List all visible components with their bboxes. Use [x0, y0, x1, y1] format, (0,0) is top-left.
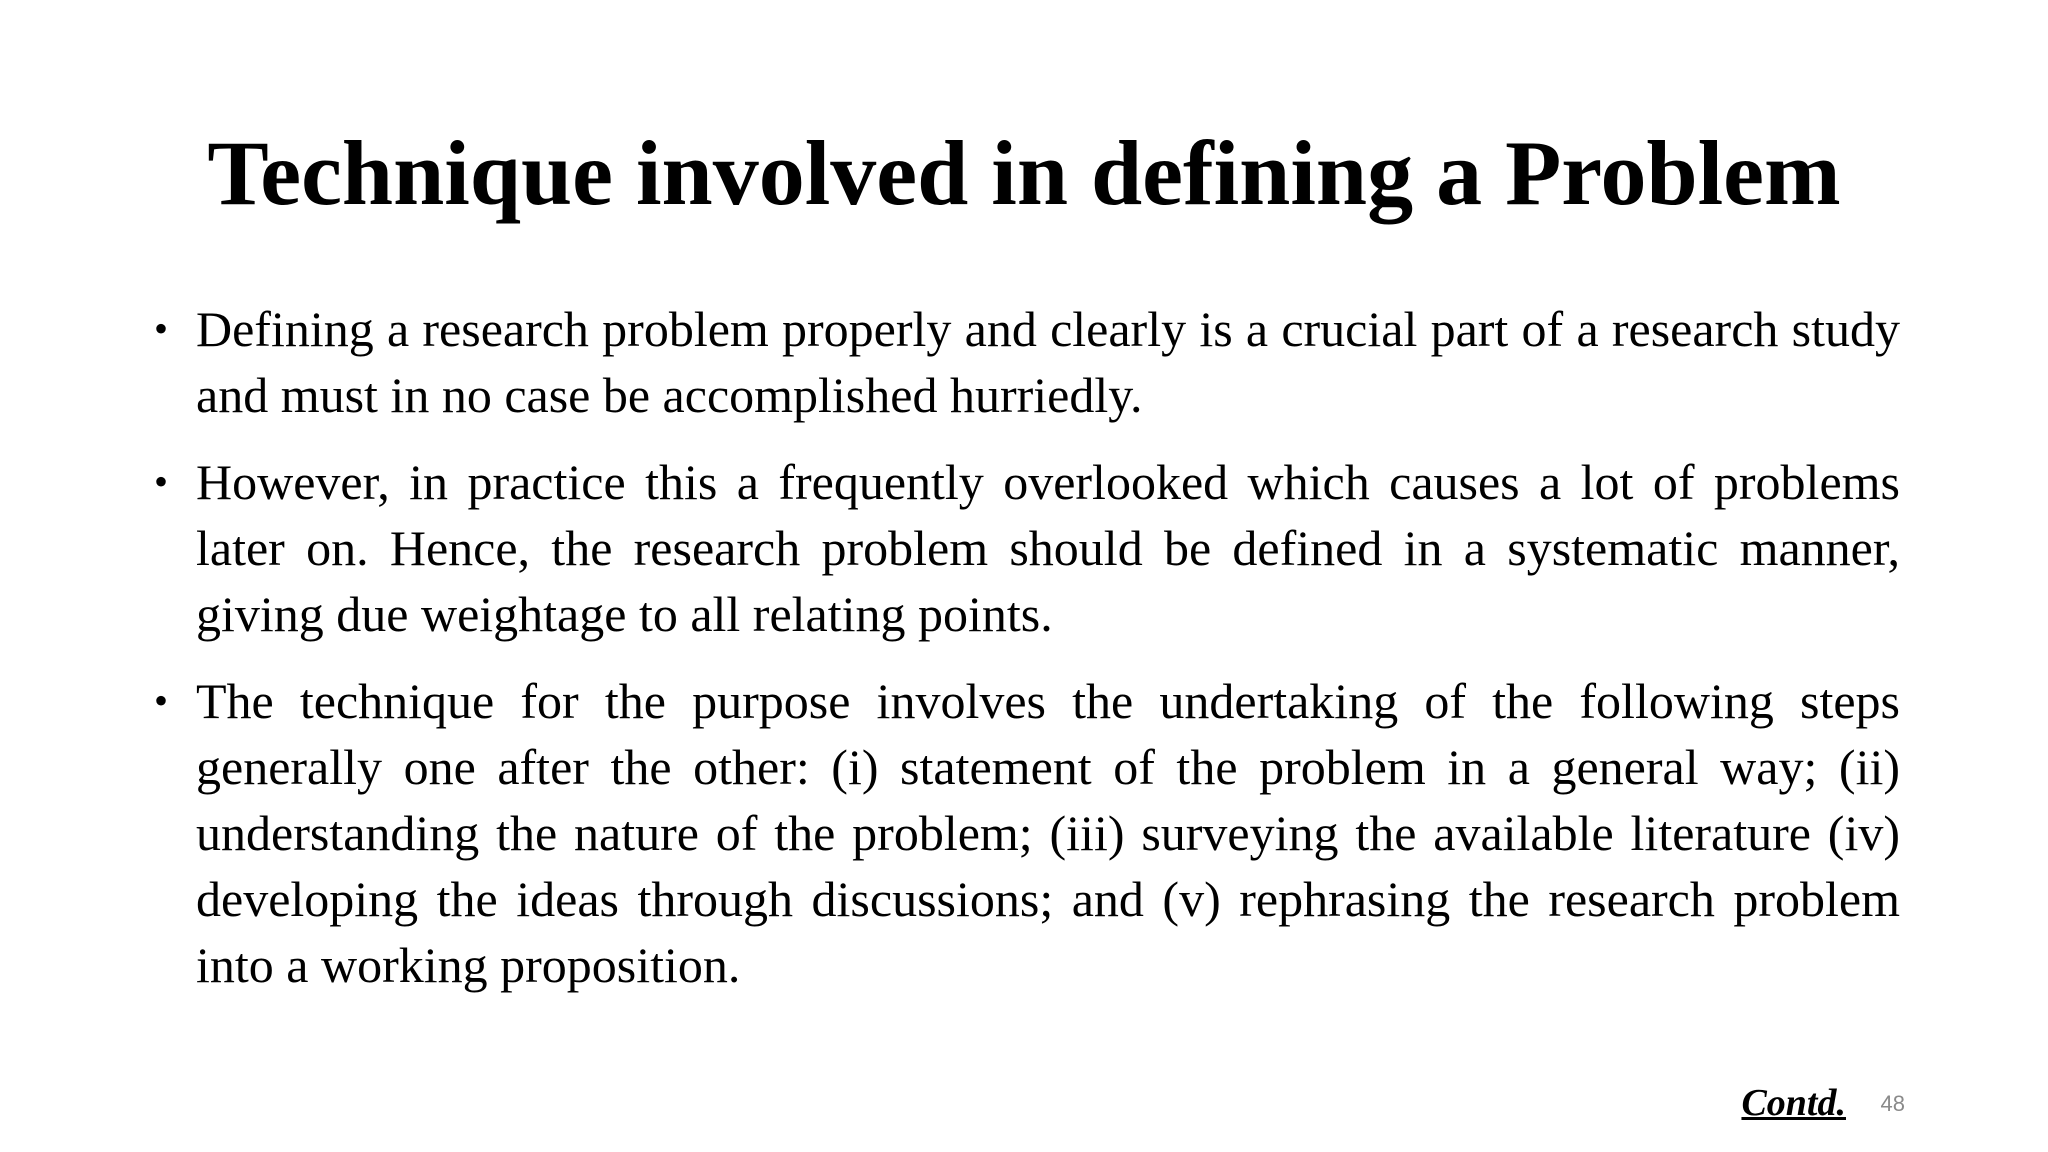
bullet-item: [148, 668, 1900, 998]
bullet-text: However, in practice this a frequently overlooked which causes a lot of problems later on. Hence, the research problem should be defined in a systematic manner, giving due weightage to all relating points.: [196, 454, 1900, 642]
bullet-list: [148, 296, 1900, 1019]
bullet-marker: •: [154, 306, 169, 351]
bullet-text: Defining a research problem properly and clearly is a crucial part of a research study and must in no case be accomplished hurriedly.: [196, 301, 1900, 423]
bullet-text: The technique for the purpose involves the undertaking of the following steps generally one after the other: (i) statement of the problem in a general way; (ii) understanding the nature of the problem; (iii) surveying the available literature (iv) developing the ideas through discussions; and (v) rephrasing the research problem into a working proposition.: [196, 673, 1900, 993]
slide-title: Technique involved in defining a Problem: [207, 122, 1841, 224]
page-number: 48: [1880, 1091, 1905, 1116]
bullet-item: [148, 296, 1900, 428]
bullet-marker: •: [154, 459, 169, 504]
bullet-marker: •: [154, 678, 169, 723]
contd-label: Contd.: [1741, 1082, 1846, 1124]
bullet-item: [148, 449, 1900, 647]
